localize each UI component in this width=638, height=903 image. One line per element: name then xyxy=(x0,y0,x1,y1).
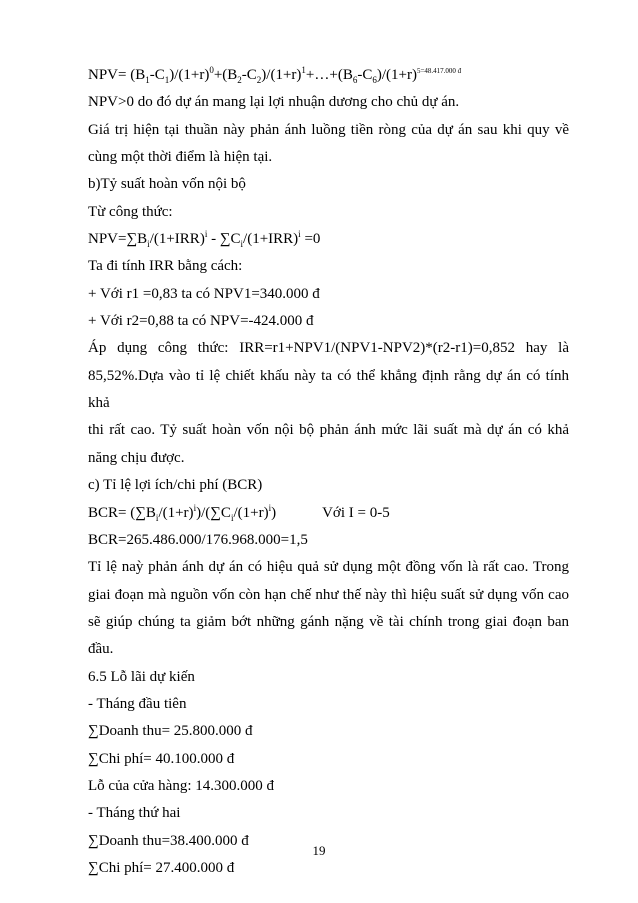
formula-text: NPV=∑B xyxy=(88,231,148,248)
text-line: ∑Chi phí= 27.400.000 đ xyxy=(88,859,235,876)
text-line: - Tháng đầu tiên xyxy=(88,695,187,712)
formula-text: -C xyxy=(149,67,165,83)
text-line: đầu. xyxy=(88,641,114,658)
section-heading: c) Tỉ lệ lợi ích/chi phí (BCR) xyxy=(88,477,263,494)
section-heading: 6.5 Lỗ lãi dự kiến xyxy=(88,668,195,685)
text-line: BCR=265.486.000/176.968.000=1,5 xyxy=(88,531,308,548)
text-line: cùng một thời điểm là hiện tại. xyxy=(88,149,273,166)
text-line: ∑Doanh thu= 25.800.000 đ xyxy=(88,723,253,740)
formula-text: /(1+IRR) xyxy=(149,231,205,248)
text-line: + Với r2=0,88 ta có NPV=-424.000 đ xyxy=(88,313,314,330)
formula-text: )/(1+r) xyxy=(376,67,417,83)
text-line: giai đoạn mà nguồn vốn còn hạn chế như thế này thì hiệu suất sử dụng vốn cao xyxy=(88,586,569,603)
formula-text: /(1+IRR) xyxy=(243,231,299,248)
page-body xyxy=(88,62,569,882)
subscript: 2 xyxy=(237,75,242,85)
formula-text: /(1+r) xyxy=(158,504,194,521)
formula-text: -C xyxy=(357,67,373,83)
bcr-formula xyxy=(88,500,569,527)
text-line: Ta đi tính IRR bằng cách: xyxy=(88,258,243,275)
text-line: + Với r1 =0,83 ta có NPV1=340.000 đ xyxy=(88,285,320,302)
text-line: ∑Chi phí= 40.100.000 đ xyxy=(88,750,235,767)
formula-text: )/(1+r) xyxy=(261,67,302,83)
superscript: i xyxy=(268,502,272,513)
subscript: i xyxy=(240,239,244,250)
formula-text: )/(1+r) xyxy=(169,67,210,83)
text-line: thi rất cao. Tỷ suất hoàn vốn nội bộ phản ánh mức lãi suất mà dự án có khả xyxy=(88,422,569,439)
formula-text: +(B xyxy=(213,67,238,83)
superscript: 0 xyxy=(209,65,214,75)
subscript: i xyxy=(230,512,234,523)
formula-text: BCR= (∑B xyxy=(88,504,156,521)
formula-text: /(1+r) xyxy=(233,504,269,521)
text-line: Áp dụng công thức: IRR=r1+NPV1/(NPV1-NPV2)*(r2-r1)=0,852 hay là xyxy=(88,340,569,357)
text-line: Tỉ lệ naỳ phản ánh dự án có hiệu quả sử dụng một đồng vốn là rất cao. Trong xyxy=(88,559,569,576)
subscript: i xyxy=(155,512,159,523)
text-line: Từ công thức: xyxy=(88,203,173,220)
text-line: sẽ giúp chúng ta giảm bớt những gánh nặng về tài chính trong giai đoạn ban xyxy=(88,613,569,630)
subscript: 6 xyxy=(372,75,377,85)
text-line: Giá trị hiện tại thuần này phản ánh luồng tiền ròng của dự án sau khi quy về xyxy=(88,121,569,138)
superscript: 1 xyxy=(301,65,306,75)
text-line: - Tháng thứ hai xyxy=(88,805,181,822)
subscript: 2 xyxy=(256,75,262,85)
section-heading: b)Tỷ suất hoàn vốn nội bộ xyxy=(88,176,246,193)
superscript: i xyxy=(204,229,208,240)
formula-text: - ∑C xyxy=(207,231,241,248)
text-line: năng chịu được. xyxy=(88,449,185,466)
superscript-result: 5=48.417.000 đ xyxy=(416,67,462,75)
formula-text: =0 xyxy=(300,231,321,248)
formula-text: +…+(B xyxy=(305,67,353,83)
formula-text: ) xyxy=(271,504,277,521)
subscript: i xyxy=(147,239,150,250)
text-line: 85,52%.Dựa vào tỉ lệ chiết khấu này ta có thể khẳng định rằng dự án có tính khả xyxy=(88,367,569,412)
text-line: NPV>0 do đó dự án mang lại lợi nhuận dương cho chủ dự án. xyxy=(88,94,460,111)
formula-text: NPV= (B xyxy=(88,67,146,83)
subscript: 1 xyxy=(145,75,150,85)
page-number: 19 xyxy=(312,843,326,858)
formula-text: -C xyxy=(241,67,257,83)
text-line: ∑Doanh thu=38.400.000 đ xyxy=(88,832,249,849)
npv-formula xyxy=(88,62,569,89)
superscript: i xyxy=(298,229,301,240)
irr-formula xyxy=(88,226,569,253)
subscript: 1 xyxy=(164,75,170,85)
superscript: i xyxy=(193,502,197,513)
formula-text: )/(∑C xyxy=(196,504,231,521)
text-line: Lỗ của cửa hàng: 14.300.000 đ xyxy=(88,777,274,794)
formula-range: Với I = 0-5 xyxy=(322,504,390,521)
subscript: 6 xyxy=(352,75,358,85)
